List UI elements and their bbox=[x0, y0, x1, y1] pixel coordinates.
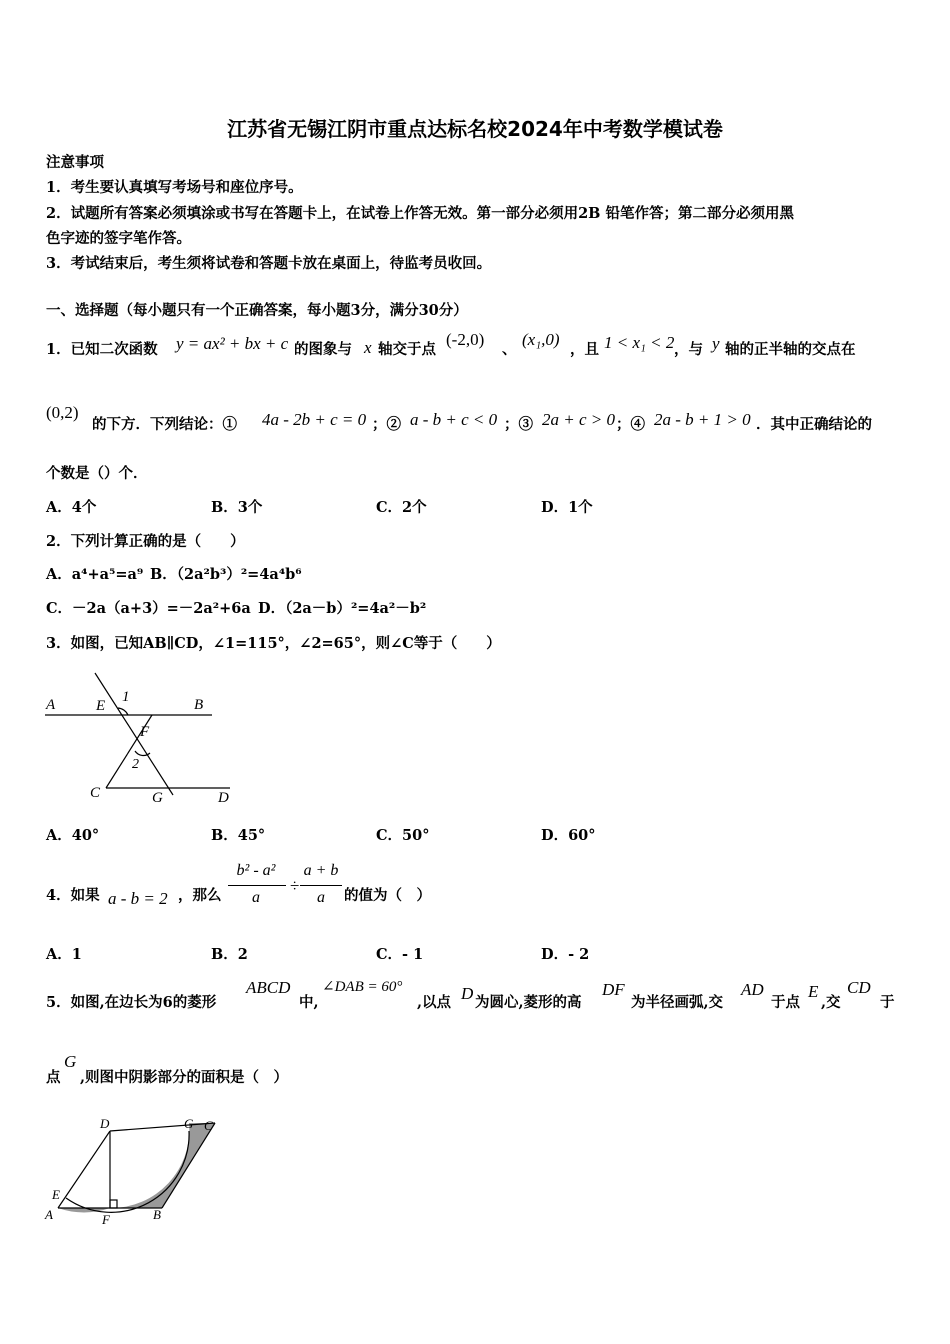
q1-conclusion-4: 2a - b + 1 > 0 bbox=[654, 410, 751, 429]
q5-text: 为圆心,菱形的高 bbox=[475, 994, 582, 1011]
q5-fig-label-b: B bbox=[153, 1207, 161, 1222]
q5-cd: CD bbox=[847, 978, 871, 997]
q1-conclusion-1: 4a - 2b + c = 0 bbox=[262, 410, 367, 429]
q1-option-a[interactable]: A．4个 bbox=[46, 499, 97, 516]
q1-text: ；② bbox=[372, 416, 401, 433]
q5-point-g: G bbox=[64, 1052, 77, 1071]
q1-conclusion-2: a - b + c < 0 bbox=[410, 410, 498, 429]
q2-stem: 2．下列计算正确的是（ ） bbox=[46, 533, 245, 550]
q4-option-a[interactable]: A．1 bbox=[46, 946, 82, 963]
q3-label-b: B bbox=[194, 697, 204, 713]
q2-option-d[interactable]: D．（2a－b）²=4a²－b² bbox=[258, 600, 427, 617]
q5-point-d: D bbox=[461, 984, 474, 1003]
q4-option-b[interactable]: B．2 bbox=[211, 946, 248, 963]
q5-point-e: E bbox=[808, 982, 819, 1001]
q5-figure bbox=[40, 1115, 230, 1230]
q1-text: 的图象与 bbox=[294, 341, 352, 358]
q1-inequality: 1 < x₁ < 2 bbox=[604, 333, 675, 352]
q3-option-a[interactable]: A．40° bbox=[46, 827, 100, 844]
fraction-bar bbox=[300, 885, 342, 886]
q4-condition: a - b = 2 bbox=[108, 889, 168, 908]
q1-text: 1．已知二次函数 bbox=[46, 341, 158, 358]
q4-text: 的值为（ ） bbox=[344, 887, 431, 904]
q3-figure bbox=[40, 668, 240, 808]
q5-fig-label-g: G bbox=[184, 1116, 194, 1131]
q2-option-b[interactable]: B．（2a²b³）²=4a⁴b⁶ bbox=[150, 566, 302, 583]
fraction-bar bbox=[228, 885, 286, 886]
q5-abcd: ABCD bbox=[246, 978, 291, 997]
q3-label-g: G bbox=[152, 790, 163, 806]
q1-y: y bbox=[712, 334, 720, 353]
q1-x: x bbox=[364, 338, 372, 357]
q4-fraction-2-numerator: a + b bbox=[303, 862, 339, 879]
q5-fig-label-c: C bbox=[204, 1118, 213, 1133]
q3-option-c[interactable]: C．50° bbox=[376, 827, 430, 844]
q5-text: ,则图中阴影部分的面积是（ ） bbox=[80, 1069, 289, 1086]
q5-text: ,交 bbox=[821, 994, 841, 1011]
q1-option-d[interactable]: D．1个 bbox=[541, 499, 593, 516]
q3-label-d: D bbox=[218, 790, 229, 806]
q3-label-a: A bbox=[46, 697, 56, 713]
q4-text: ，那么 bbox=[178, 887, 222, 904]
q1-point3: (0,2) bbox=[46, 403, 79, 422]
q3-label-c: C bbox=[90, 785, 101, 801]
notice-item: 3．考试结束后，考生须将试卷和答题卡放在桌面上，待监考员收回。 bbox=[46, 255, 492, 272]
q1-option-b[interactable]: B．3个 bbox=[211, 499, 263, 516]
q1-point2: (x₁,0) bbox=[522, 330, 560, 349]
q4-fraction-2-denominator: a bbox=[317, 889, 325, 906]
q5-text: 点 bbox=[46, 1069, 61, 1086]
q3-stem: 3．如图，已知AB∥CD，∠1=115°，∠2=65°，则∠C等于（ ） bbox=[46, 635, 501, 652]
notice-item: 色字迹的签字笔作答。 bbox=[46, 230, 191, 247]
q5-text: ,以点 bbox=[417, 994, 452, 1011]
q1-text: 轴交于点 bbox=[378, 341, 436, 358]
q1-text: ．其中正确结论的 bbox=[756, 416, 872, 433]
q4-text: 4．如果 bbox=[46, 887, 100, 904]
section-heading: 一、选择题（每小题只有一个正确答案，每小题3分，满分30分） bbox=[46, 302, 468, 319]
q4-option-c[interactable]: C．- 1 bbox=[376, 946, 424, 963]
q1-conclusion-3: 2a + c > 0 bbox=[542, 410, 615, 429]
q3-option-d[interactable]: D．60° bbox=[541, 827, 596, 844]
q1-text: 、 bbox=[502, 341, 517, 358]
notice-heading: 注意事项 bbox=[46, 154, 104, 171]
q5-text: 中, bbox=[299, 994, 319, 1011]
q2-option-c[interactable]: C．－2a（a+3）=－2a²+6a bbox=[46, 600, 251, 617]
q1-text: ；④ bbox=[616, 416, 645, 433]
notice-item: 1．考生要认真填写考场号和座位序号。 bbox=[46, 179, 303, 196]
q1-function: y = ax² + bx + c bbox=[176, 334, 289, 353]
q5-angle: ∠DAB = 60° bbox=[322, 979, 403, 995]
q3-label-e: E bbox=[96, 698, 106, 714]
q1-text: ；③ bbox=[504, 416, 533, 433]
q1-text: ，且 bbox=[570, 341, 599, 358]
q1-point1: (-2,0) bbox=[446, 330, 485, 349]
q4-fraction-1-numerator: b² - a² bbox=[236, 862, 276, 879]
q5-fig-label-f: F bbox=[102, 1212, 110, 1227]
q5-fig-label-e: E bbox=[52, 1187, 60, 1202]
q5-fig-label-a: A bbox=[45, 1207, 53, 1222]
q5-text: 为半径画弧,交 bbox=[631, 994, 724, 1011]
q5-text: 5．如图,在边长为6的菱形 bbox=[46, 994, 217, 1011]
q4-divide: ÷ bbox=[290, 876, 300, 895]
q3-label-1: 1 bbox=[122, 689, 130, 705]
page-title: 江苏省无锡江阴市重点达标名校2024年中考数学模试卷 bbox=[227, 117, 723, 141]
q2-option-a[interactable]: A．a⁴+a⁵=a⁹ bbox=[46, 566, 144, 583]
q1-option-c[interactable]: C．2个 bbox=[376, 499, 427, 516]
q5-text: 于 bbox=[880, 994, 895, 1011]
q3-label-2: 2 bbox=[132, 757, 139, 772]
q5-text: 于点 bbox=[771, 994, 800, 1011]
q1-text: ，与 bbox=[674, 341, 703, 358]
q5-ad: AD bbox=[741, 980, 764, 999]
notice-item: 2．试题所有答案必须填涂或书写在答题卡上，在试卷上作答无效。第一部分必须用2B 铅笔作答；第二部分必须用黑 bbox=[46, 205, 794, 222]
q4-option-d[interactable]: D．- 2 bbox=[541, 946, 590, 963]
q1-text: 的下方．下列结论：① bbox=[92, 416, 237, 433]
q1-text: 个数是（）个． bbox=[46, 465, 148, 482]
q5-df: DF bbox=[602, 980, 625, 999]
q1-text: 轴的正半轴的交点在 bbox=[725, 341, 856, 358]
q3-label-f: F bbox=[140, 724, 150, 740]
q5-fig-label-d: D bbox=[100, 1116, 110, 1131]
q4-fraction-1-denominator: a bbox=[252, 889, 260, 906]
q3-option-b[interactable]: B．45° bbox=[211, 827, 266, 844]
